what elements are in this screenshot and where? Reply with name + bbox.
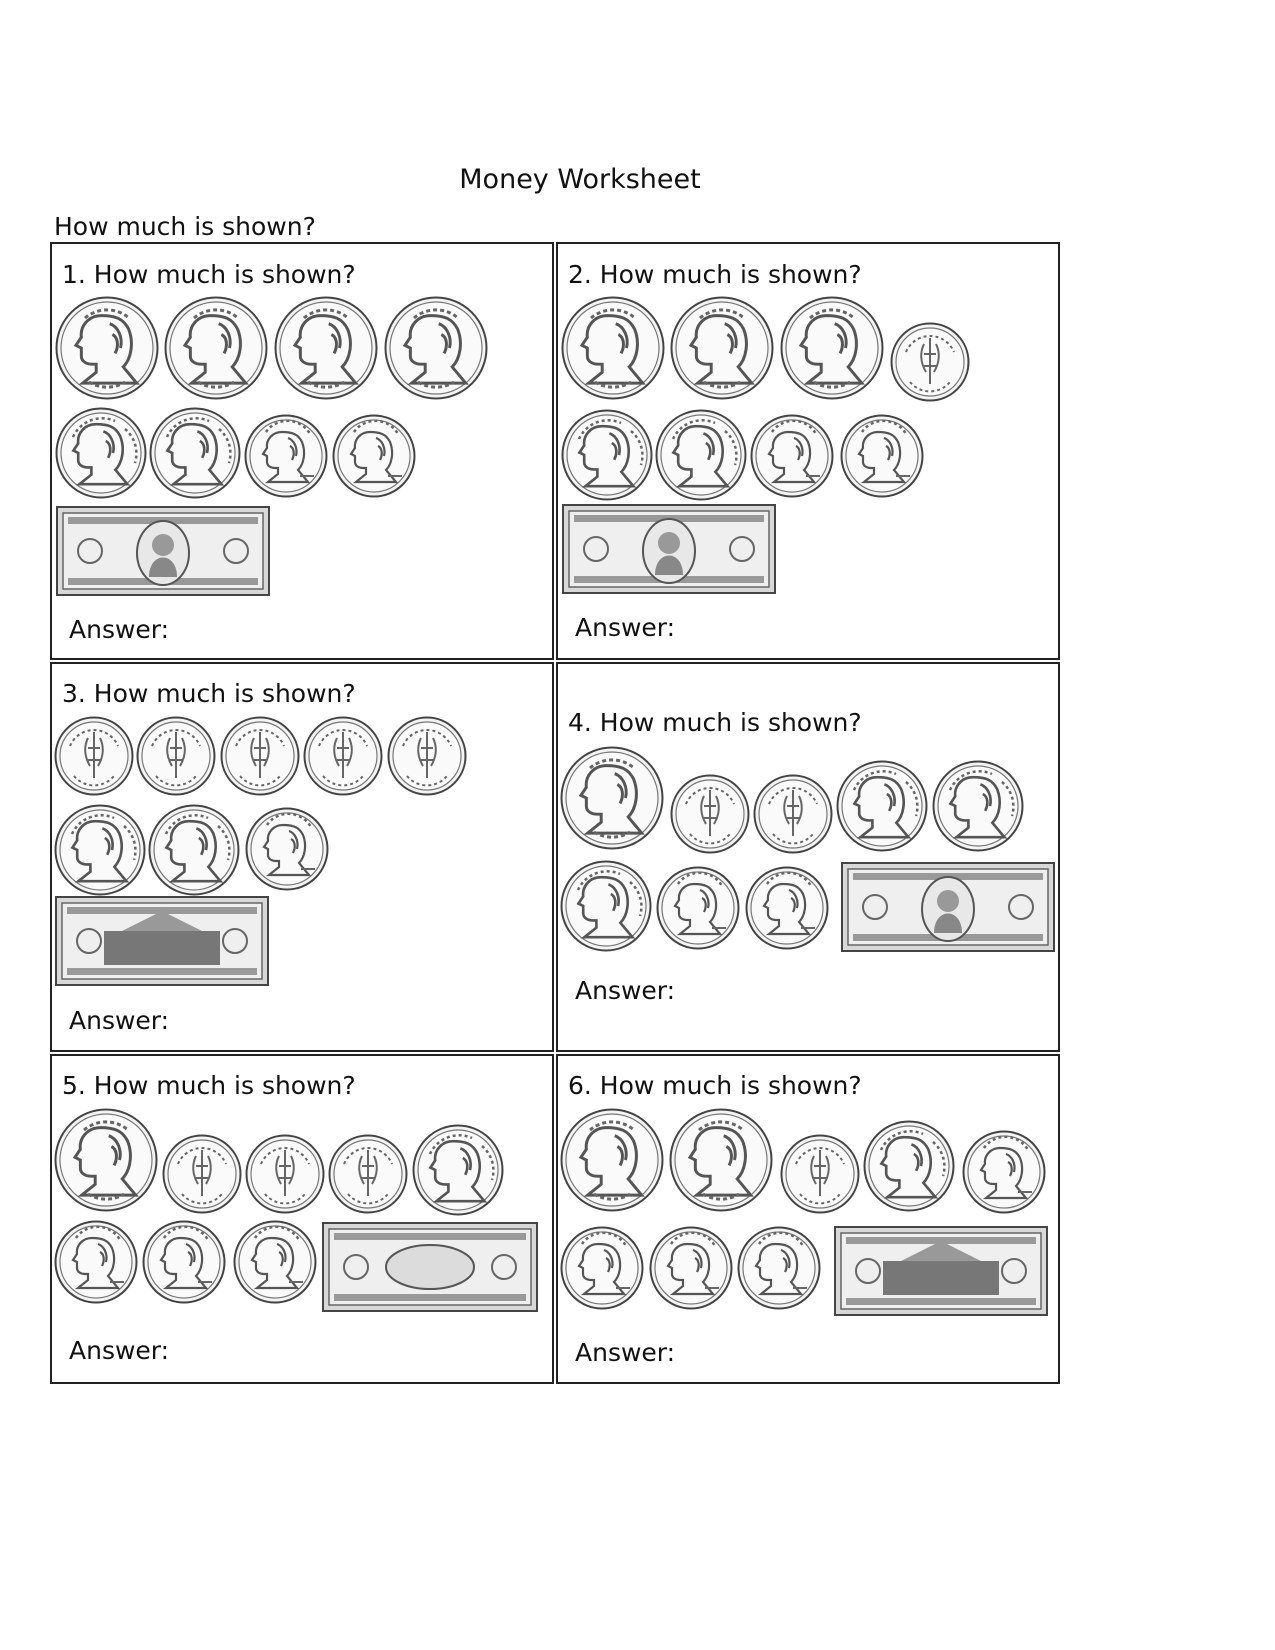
question-5-penny-icon <box>142 1220 226 1304</box>
question-5-penny-icon <box>233 1220 317 1304</box>
question-1-answer-label: Answer: <box>69 615 170 644</box>
question-4-dime-icon <box>753 774 833 854</box>
question-2-answer-label: Answer: <box>575 613 676 642</box>
question-5-answer-label: Answer: <box>69 1336 170 1365</box>
question-4-nickel-icon <box>560 860 652 952</box>
question-5-dime-icon <box>328 1134 408 1214</box>
question-3-answer-label: Answer: <box>69 1006 170 1035</box>
question-2-quarter-icon <box>561 296 665 400</box>
question-2-label: 2. How much is shown? <box>568 260 862 289</box>
question-4-cell <box>556 662 1060 1052</box>
question-4-label: 4. How much is shown? <box>568 708 862 737</box>
question-5-cell <box>50 1054 554 1384</box>
question-1-penny-icon <box>244 414 328 498</box>
question-2-one-dollar-bill-icon <box>562 504 776 594</box>
question-1-nickel-icon <box>149 407 241 499</box>
question-2-penny-icon <box>750 414 834 498</box>
question-4-answer-label: Answer: <box>575 976 676 1005</box>
question-6-penny-icon <box>649 1226 733 1310</box>
question-5-one-dollar-bill-icon <box>322 1222 538 1312</box>
question-2-penny-icon <box>840 414 924 498</box>
question-1-quarter-icon <box>384 296 488 400</box>
question-1-fifty-dollar-bill-icon <box>56 506 270 596</box>
question-6-penny-icon <box>962 1130 1046 1214</box>
question-5-nickel-icon <box>412 1124 504 1216</box>
question-5-dime-icon <box>245 1134 325 1214</box>
question-1-quarter-icon <box>164 296 268 400</box>
question-3-dime-icon <box>220 716 300 796</box>
question-3-cell <box>50 662 554 1052</box>
question-6-cell <box>556 1054 1060 1384</box>
question-4-penny-icon <box>656 866 740 950</box>
question-4-dime-icon <box>670 774 750 854</box>
question-3-dime-icon <box>136 716 216 796</box>
question-2-nickel-icon <box>561 409 653 501</box>
question-3-penny-icon <box>245 807 329 891</box>
question-6-quarter-icon <box>669 1108 773 1212</box>
question-3-nickel-icon <box>54 804 146 896</box>
question-4-penny-icon <box>745 866 829 950</box>
question-2-nickel-icon <box>655 409 747 501</box>
worksheet-title: Money Worksheet <box>459 164 701 195</box>
worksheet-instruction: How much is shown? <box>54 212 316 241</box>
question-6-hundred-dollar-bill-icon <box>834 1226 1048 1316</box>
question-6-answer-label: Answer: <box>575 1338 676 1367</box>
question-4-nickel-icon <box>932 760 1024 852</box>
question-3-nickel-icon <box>148 804 240 896</box>
question-4-nickel-icon <box>836 760 928 852</box>
question-2-dime-icon <box>890 322 970 402</box>
question-4-ten-dollar-bill-icon <box>841 862 1055 952</box>
question-2-cell <box>556 242 1060 660</box>
question-1-penny-icon <box>332 414 416 498</box>
question-5-quarter-icon <box>54 1108 158 1212</box>
question-4-quarter-icon <box>560 746 664 850</box>
question-5-label: 5. How much is shown? <box>62 1071 356 1100</box>
question-1-nickel-icon <box>55 407 147 499</box>
question-1-quarter-icon <box>274 296 378 400</box>
question-1-label: 1. How much is shown? <box>62 260 356 289</box>
question-6-penny-icon <box>737 1226 821 1310</box>
question-3-dime-icon <box>54 716 134 796</box>
question-6-label: 6. How much is shown? <box>568 1071 862 1100</box>
question-6-penny-icon <box>560 1226 644 1310</box>
question-5-penny-icon <box>54 1220 138 1304</box>
question-1-quarter-icon <box>55 296 159 400</box>
question-3-fifty-dollar-bill-icon <box>55 896 269 986</box>
question-6-quarter-icon <box>560 1108 664 1212</box>
question-6-nickel-icon <box>863 1120 955 1212</box>
question-3-dime-icon <box>387 716 467 796</box>
question-3-label: 3. How much is shown? <box>62 679 356 708</box>
question-1-cell <box>50 242 554 660</box>
question-5-dime-icon <box>162 1134 242 1214</box>
question-2-quarter-icon <box>670 296 774 400</box>
question-2-quarter-icon <box>780 296 884 400</box>
question-3-dime-icon <box>303 716 383 796</box>
question-6-dime-icon <box>780 1134 860 1214</box>
